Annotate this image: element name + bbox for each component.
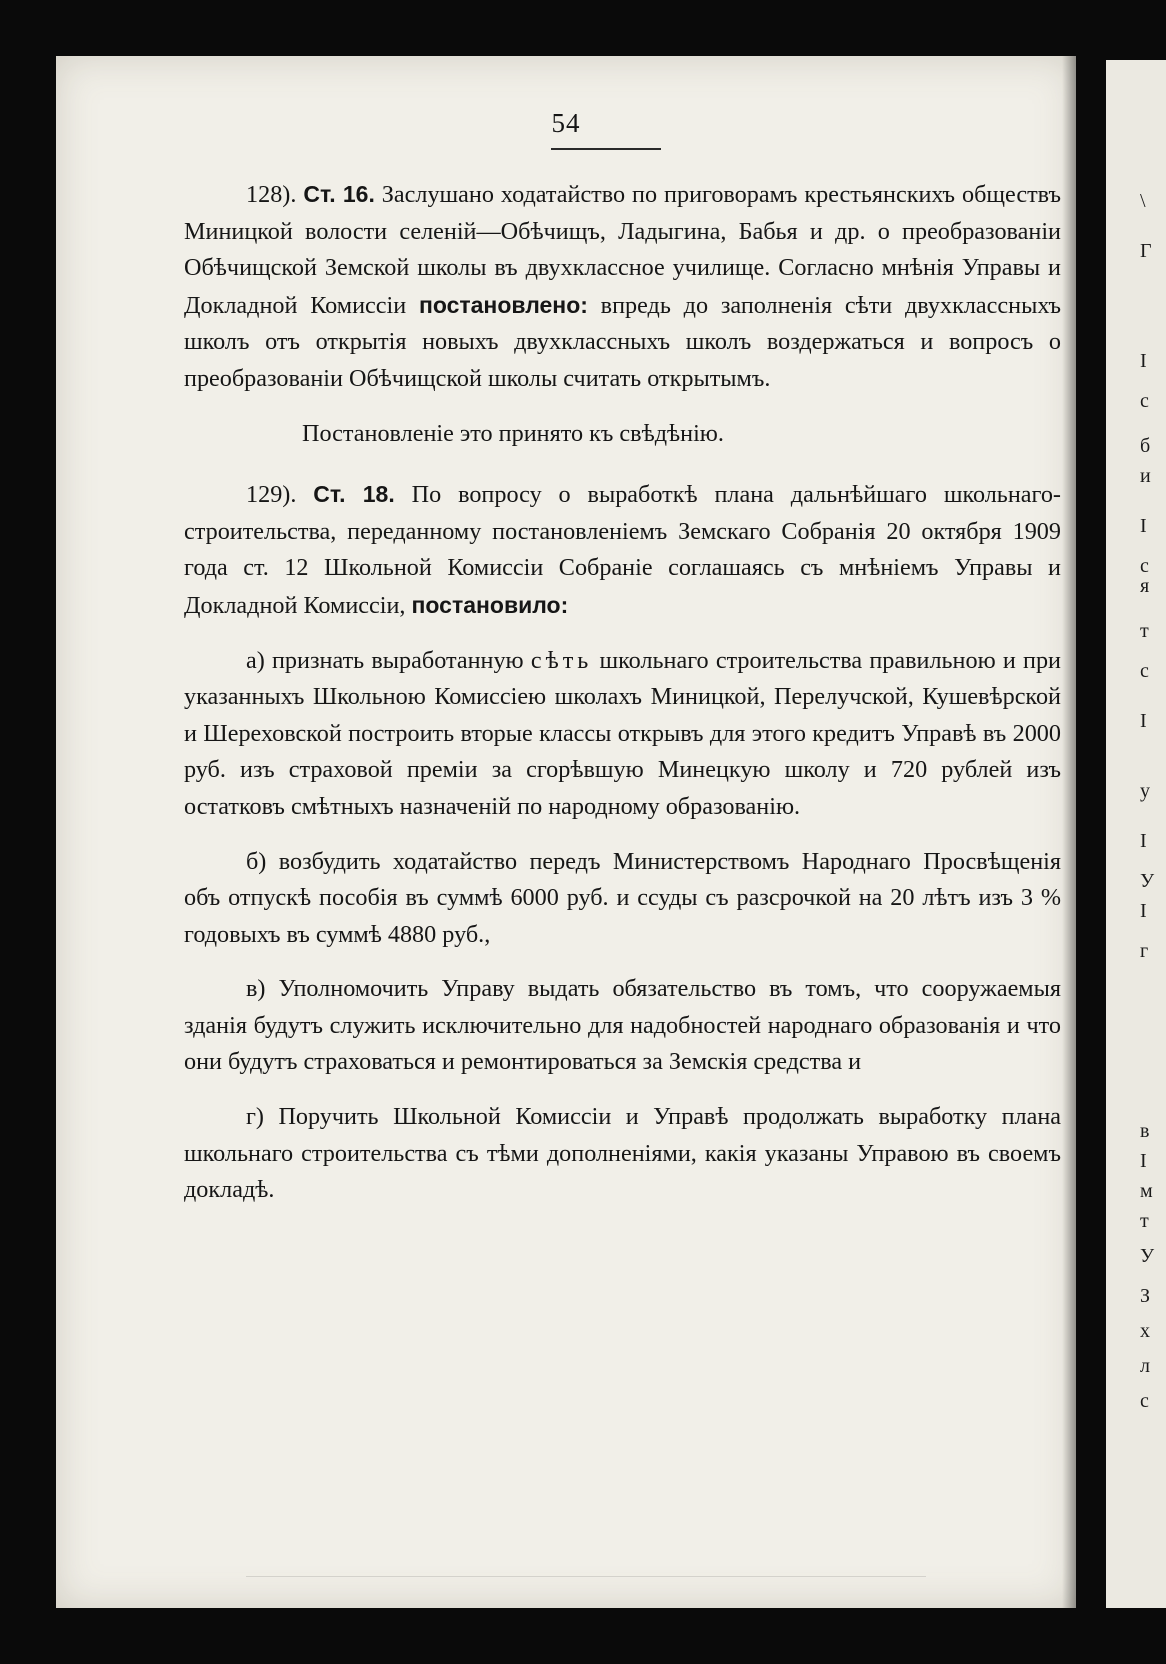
- adjacent-page-letter: у: [1140, 780, 1150, 802]
- adjacent-page-letter: З: [1140, 1285, 1151, 1307]
- adjacent-page-letter: т: [1140, 620, 1149, 642]
- adjacent-page-letter: х: [1140, 1320, 1150, 1342]
- adjacent-page-letter: с: [1140, 390, 1149, 412]
- paragraph-128: [184, 176, 1061, 398]
- clause-a-emphasis: сѣть: [530, 646, 593, 674]
- paragraph-129: [184, 476, 1061, 624]
- adjacent-page-edge: [1106, 60, 1166, 1608]
- resolution-keyword: постановлено:: [418, 291, 588, 318]
- adjacent-page-letter: с: [1140, 555, 1149, 577]
- adjacent-page-letter: с: [1140, 1390, 1149, 1412]
- paragraph-body: По вопросу о выработкѣ плана дальнѣйшаго школьнаго-строительства, переданному постановленіемъ Земскаго Собранія 20 октября 1909 года ст. 12 Школьной Комиссіи Собраніе соглашаясь съ мнѣніемъ Управы и Докладной Комиссіи,: [184, 481, 1061, 619]
- adjacent-page-letter: I: [1140, 830, 1147, 852]
- clause-a: [184, 643, 1061, 826]
- clause-d: г) Поручить Школьной Комиссіи и Управѣ продолжать выработку плана школьнаго строительства съ тѣми дополненіями, какія указаны Управою въ своемъ докладѣ.: [184, 1103, 1061, 1204]
- adjacent-page-letter: Г: [1140, 240, 1152, 262]
- adjacent-page-letter: л: [1140, 1355, 1150, 1377]
- page-number-underline: [551, 148, 661, 150]
- item-number: 128).: [246, 181, 297, 208]
- adjacent-page-letter: I: [1140, 900, 1147, 922]
- article-ref: Ст. 16.: [303, 181, 375, 207]
- clause-a-lead: а) признать выработанную: [246, 646, 531, 674]
- clause-a-rest: школьнаго строительства правильною и при указанныхъ Школьною Комиссіею школахъ Миницкой, Перелучской, Кушевѣрской и Шереховской построить вторые классы открывъ для этого кредитъ Управѣ въ 2000 руб. изъ страховой преміи за сгорѣвшую Минецкую школу и 720 рублей изъ остатковъ смѣтныхъ назначеній по народному образованію.: [184, 646, 1061, 820]
- adjacent-page-letter: в: [1140, 1120, 1150, 1142]
- note-128: Постановленіе это принято къ свѣдѣнію.: [302, 419, 724, 447]
- book-page: [56, 56, 1076, 1608]
- page-number: 54: [551, 108, 581, 138]
- article-ref: Ст. 18.: [313, 481, 395, 508]
- clause-c: в) Уполномочить Управу выдать обязательство въ томъ, что сооружаемыя зданія будутъ служить исключительно для надобностей народнаго образованія и что они будутъ страховаться и ремонтироваться за Земскія средства и: [184, 975, 1061, 1076]
- adjacent-page-letter: У: [1140, 870, 1155, 892]
- paragraph-body: Заслушано ходатайство по приговорамъ крестьянскихъ обществъ Миницкой волости селеній—Обѣчищъ, Ладыгина, Бабья и др. о преобразованіи Обѣчищской Земской школы въ двухклассное училище. Согласно мнѣнія Управы и Докладной Комиссіи: [184, 181, 1062, 319]
- clause-b: б) возбудить ходатайство передъ Министерствомъ Народнаго Просвѣщенія объ отпускѣ пособія въ суммѣ 6000 руб. и ссуды съ разсрочкой на 20 лѣтъ изъ 3 % годовыхъ въ суммѣ 4880 руб.,: [184, 847, 1061, 948]
- adjacent-page-letter: г: [1140, 940, 1149, 962]
- adjacent-page-letter: я: [1140, 575, 1150, 597]
- paragraph-body-cont: впредь до заполненія сѣти двухклассныхъ школъ отъ открытія новыхъ двухклассныхъ школъ воздержаться и вопросъ о преобразованіи Обѣчищской школы считать открытымъ.: [184, 291, 1061, 392]
- page-text: [184, 176, 1061, 1209]
- item-number: 129).: [246, 481, 297, 509]
- adjacent-page-letter: б: [1140, 435, 1151, 457]
- adjacent-page-letter: и: [1140, 465, 1151, 487]
- adjacent-page-letter: У: [1140, 1245, 1155, 1267]
- adjacent-page-letter: I: [1140, 710, 1147, 732]
- adjacent-page-letter: I: [1140, 515, 1147, 537]
- adjacent-page-letter: I: [1140, 350, 1147, 372]
- adjacent-page-letter: \: [1140, 190, 1146, 212]
- adjacent-page-letter: I: [1140, 1150, 1147, 1172]
- resolution-keyword: постановило:: [411, 591, 569, 618]
- bleed-through-rule: [246, 1576, 926, 1577]
- adjacent-page-letter: т: [1140, 1210, 1149, 1232]
- adjacent-page-letter: с: [1140, 660, 1149, 682]
- adjacent-page-letter: м: [1140, 1180, 1153, 1202]
